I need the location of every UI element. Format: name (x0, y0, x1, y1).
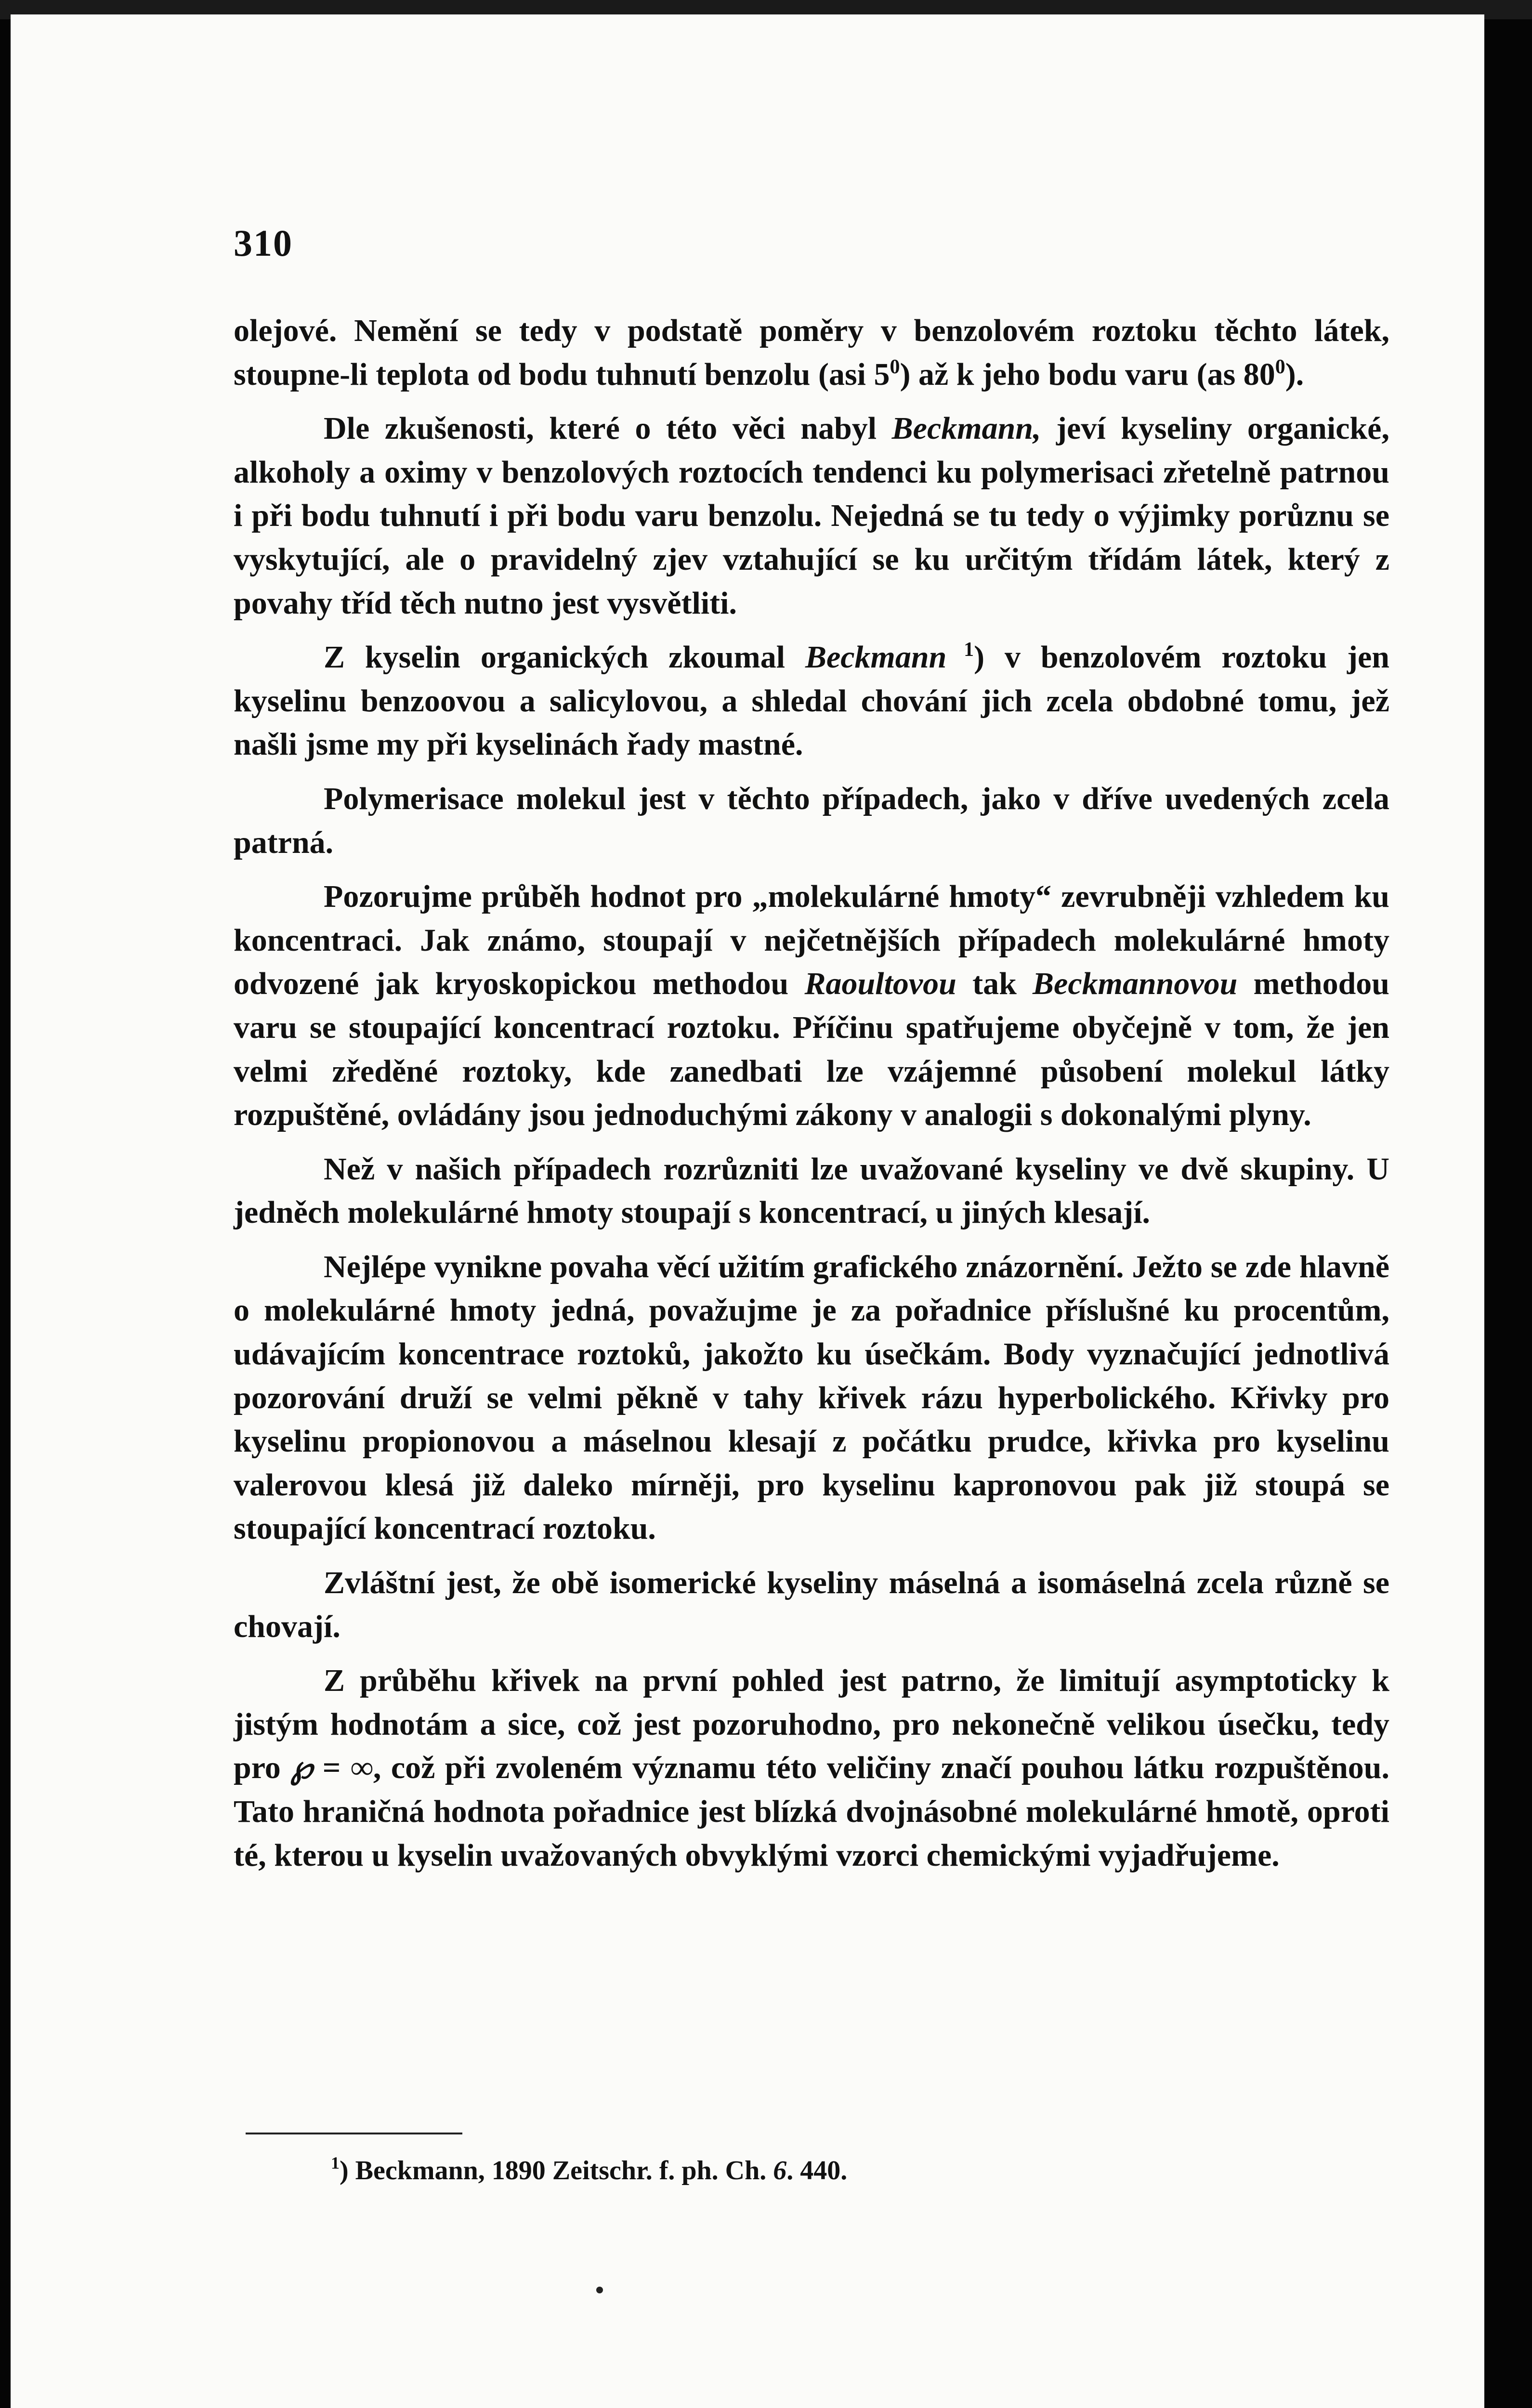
text-run: Beckmann, (891, 411, 1041, 446)
text-run: Dle zkušenosti, které o této věci nabyl (324, 411, 892, 446)
text-run: Z průběhu křivek na první pohled jest patrno, že limitují asymptoticky k jistým hodnotám a sice, což jest pozoruhodno, pro nekonečně velikou úsečku, tedy pro (234, 1663, 1389, 1786)
paragraph (234, 636, 1389, 767)
superscript: 0 (890, 355, 900, 378)
text-run: Beckmannovou (1033, 966, 1238, 1002)
text-run: ) v benzolovém roztoku jen kyselinu benzoovou a salicylovou, a shledal chování jich zcela obdobné tomu, jež našli jsme my při kyselinách řady mastné. (234, 640, 1390, 762)
paragraph (234, 1148, 1389, 1235)
superscript: 1 (946, 639, 974, 661)
text-run: . 440. (786, 2156, 848, 2186)
text-run: ) až k jeho bodu varu (as 80 (900, 356, 1275, 392)
paragraph (234, 407, 1389, 625)
text-run: = ∞, což při zvoleném významu této veličiny značí pouhou látku rozpuštěnou. Tato hraničná hodnota pořadnice jest blízká dvojnásobné molekulárné hmotě, oproti té, kterou u kyselin uvažovaných obvyklými vzorci chemickými vyjadřujeme. (234, 1750, 1389, 1873)
text-run: Z kyselin organických zkoumal (324, 640, 805, 675)
text-run: olejové. Nemění se tedy v podstatě poměry v benzolovém roztoku těchto látek, stoupne-li teplota od bodu tuhnutí benzolu (asi 5 (234, 313, 1389, 392)
text-run: Nejlépe vynikne povaha věcí užitím grafického znázornění. Ježto se zde hlavně o molekulárné hmoty jedná, považujme je za pořadnice příslušné ku procentům, udávajícím koncentrace roztoků, jakožto ku úsečkám. Body vyznačující jednotlivá pozorování druží se velmi pěkně v tahy křivek rázu hyperbolického. Křivky pro kyselinu propionovou a máselnou klesají z počátku prudce, křivka pro kyselinu valerovou klesá již daleko mírněji, pro kyselinu kapronovou pak již stoupá se stoupající koncentrací roztoku. (234, 1249, 1389, 1546)
book-page (11, 14, 1484, 2408)
text-run: ). (1285, 356, 1304, 392)
text-run: methodou varu se stoupající koncentrací roztoku. Příčinu spatřujeme obyčejně v tom, že jen velmi zředěné roztoky, kde zanedbati lze vzájemné působení molekul látky rozpuštěné, ovládány jsou jednoduchými zákony v analogii s dokonalými plyny. (234, 966, 1389, 1133)
footnote (331, 2155, 847, 2186)
text-run: Pozorujme průběh hodnot pro „molekulárné hmoty“ zevrubněji vzhledem ku koncentraci. Jak známo, stoupají v nejčetnějších případech molekulárné hmoty odvozené jak kryoskopickou methodou (234, 879, 1389, 1002)
paragraph (234, 1561, 1389, 1649)
footnote-rule (246, 2133, 462, 2134)
text-run: Zvláštní jest, že obě isomerické kyseliny máselná a isomáselná zcela různě se chovají. (234, 1565, 1389, 1644)
text-run: ℘ (290, 1750, 313, 1786)
text-run: Polymerisace molekul jest v těchto případech, jako v dříve uvedených zcela patrná. (234, 781, 1389, 860)
superscript: 1 (331, 2153, 340, 2172)
print-speck (596, 2287, 603, 2293)
text-run: 6 (773, 2156, 787, 2186)
superscript: 0 (1275, 355, 1285, 378)
text-run: Beckmann (805, 640, 947, 675)
paragraph (234, 1659, 1389, 1877)
paragraph (234, 309, 1389, 396)
paragraph (234, 1245, 1389, 1551)
paragraph (234, 875, 1389, 1137)
text-run: jeví kyseliny organické, alkoholy a oximy v benzolových roztocích tendenci ku polymerisaci zřetelně patrnou i při bodu tuhnutí i při bodu varu benzolu. Nejedná se tu tedy o výjimky porůznu se vyskytující, ale o pravidelný zjev vztahující se ku určitým třídám látek, který z povahy tříd těch nutno jest vysvětliti. (234, 411, 1389, 621)
page-number: 310 (234, 222, 293, 264)
text-run: Raoultovou (804, 966, 956, 1002)
paragraph (234, 777, 1389, 864)
body-text (234, 309, 1389, 1888)
text-run: Než v našich případech rozrůzniti lze uvažované kyseliny ve dvě skupiny. U jedněch molekulárné hmoty stoupají s koncentrací, u jiných klesají. (234, 1151, 1389, 1230)
text-run: tak (956, 966, 1033, 1002)
text-run: ) Beckmann, 1890 Zeitschr. f. ph. Ch. (340, 2156, 773, 2186)
